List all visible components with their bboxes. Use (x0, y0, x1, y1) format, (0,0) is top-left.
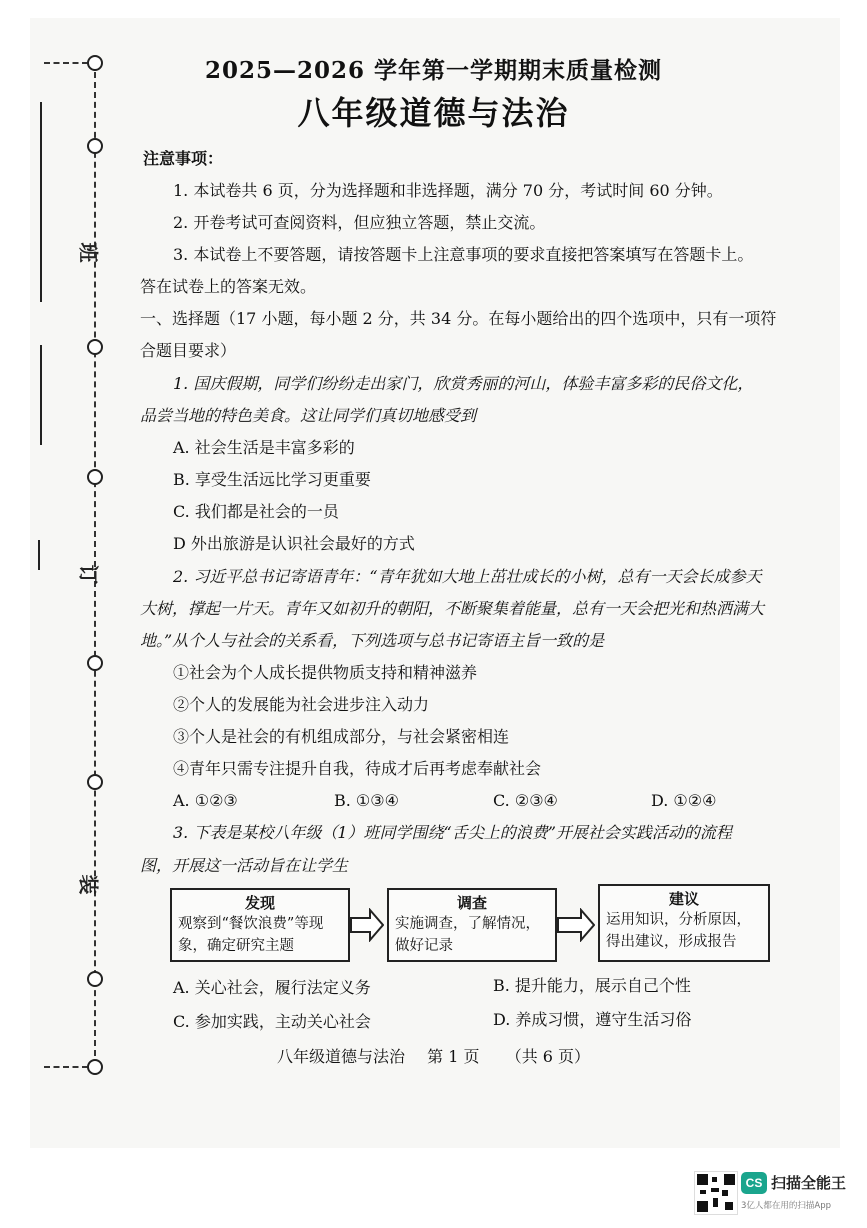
flow-step-text: 观察到“餐饮浪费”等现 (178, 916, 324, 932)
flow-step-title: 建议 (668, 890, 699, 908)
footer-total: （共 6 页） (505, 1047, 591, 1066)
q2-statement: ③个人是社会的有机组成部分，与社会紧密相连 (173, 727, 510, 746)
q3-stem-cont: 图，开展这一活动旨在让学生 (140, 856, 349, 875)
exam-title: 2025—2026 学年第一学期期末质量检测 (204, 57, 663, 84)
scan-edge-mark (38, 540, 40, 570)
q2-option-a: A. ①②③ (173, 791, 238, 810)
flow-arrow-icon (350, 908, 384, 942)
q2-option-c: C. ②③④ (493, 791, 558, 810)
flow-step-text: 实施调查，了解情况， (395, 916, 540, 932)
flow-step-text: 做好记录 (395, 938, 453, 954)
footer-subject: 八年级道德与法治 (276, 1047, 405, 1066)
binding-char-zhuang: 装 (76, 874, 101, 895)
flow-step-title: 发现 (244, 894, 275, 912)
binding-hole-icon (87, 138, 103, 154)
q1-option-b: B. 享受生活远比学习更重要 (173, 470, 371, 489)
q1-stem: 1. 国庆假期，同学们纷纷走出家门，欣赏秀丽的河山，体验丰富多彩的民俗文化， (173, 374, 754, 393)
scan-edge-mark (40, 345, 42, 445)
q2-stem-cont: 地。”从个人与社会的关系看，下列选项与总书记寄语主旨一致的是 (140, 631, 605, 650)
notice-item: 2. 开卷考试可查阅资料，但应独立答题，禁止交流。 (173, 213, 546, 232)
notice-heading: 注意事项： (143, 149, 224, 168)
exam-subject: 八年级道德与法治 (297, 94, 570, 132)
q1-option-c: C. 我们都是社会的一员 (173, 502, 339, 521)
flow-step-suggest (598, 884, 770, 962)
flow-step-text: 运用知识，分析原因， (606, 912, 751, 928)
camscanner-tagline: 3亿人都在用的扫描App (741, 1201, 832, 1211)
q2-option-b: B. ①③④ (334, 791, 399, 810)
binding-char-ding: 订 (76, 564, 101, 585)
binding-hole-icon (87, 774, 103, 790)
flow-step-text: 得出建议，形成报告 (606, 934, 737, 950)
q3-option-c: C. 参加实践，主动关心社会 (173, 1012, 371, 1031)
q2-statement: ④青年只需专注提升自我，待成才后再考虑奉献社会 (173, 759, 542, 778)
binding-hole-icon (87, 655, 103, 671)
notice-item: 1. 本试卷共 6 页，分为选择题和非选择题，满分 70 分，考试时间 60 分钟。 (173, 181, 723, 200)
notice-item: 3. 本试卷上不要答题，请按答题卡上注意事项的要求直接把答案填写在答题卡上。 (173, 245, 754, 264)
binding-hole-icon (87, 971, 103, 987)
binding-char-ban: 班 (76, 242, 101, 263)
binding-hole-icon (87, 339, 103, 355)
section-heading-cont: 合题目要求） (140, 341, 237, 360)
q3-option-b: B. 提升能力，展示自己个性 (493, 976, 691, 995)
flow-step-text: 象，确定研究主题 (178, 938, 294, 954)
camscanner-name: 扫描全能王 (771, 1174, 847, 1192)
q1-option-a: A. 社会生活是丰富多彩的 (173, 438, 355, 457)
footer-page: 第 1 页 (427, 1047, 480, 1066)
q1-option-d: D 外出旅游是认识社会最好的方式 (173, 534, 415, 553)
q2-stem-cont: 大树，撑起一片天。青年又如初升的朝阳，不断聚集着能量，总有一天会把光和热洒满大 (140, 599, 765, 618)
binding-margin (0, 0, 130, 1100)
notice-item: 答在试卷上的答案无效。 (140, 277, 317, 296)
q3-option-d: D. 养成习惯，遵守生活习俗 (493, 1010, 692, 1029)
section-heading: 一、选择题（17 小题，每小题 2 分，共 34 分。在每小题给出的四个选项中，只有一项符 (140, 309, 777, 328)
flow-step-discover (170, 888, 350, 962)
qr-code-icon (694, 1171, 738, 1215)
binding-hole-icon (87, 469, 103, 485)
q2-stem: 2. 习近平总书记寄语青年：“青年犹如大地上茁壮成长的小树，总有一天会长成参天 (173, 567, 762, 586)
page-footer (0, 1044, 867, 1067)
q3-stem: 3. 下表是某校八年级（1）班同学围绕“舌尖上的浪费”开展社会实践活动的流程 (173, 823, 732, 842)
q2-statement: ①社会为个人成长提供物质支持和精神滋养 (173, 663, 478, 682)
flow-step-investigate (387, 888, 557, 962)
flow-arrow-icon (557, 908, 595, 942)
flow-step-title: 调查 (456, 894, 487, 912)
q1-stem-cont: 品尝当地的特色美食。这让同学们真切地感受到 (140, 406, 477, 425)
camscanner-logo-icon: CS (741, 1172, 767, 1194)
q2-statement: ②个人的发展能为社会进步注入动力 (173, 695, 430, 714)
q3-option-a: A. 关心社会，履行法定义务 (173, 978, 371, 997)
q2-option-d: D. ①②④ (651, 791, 717, 810)
